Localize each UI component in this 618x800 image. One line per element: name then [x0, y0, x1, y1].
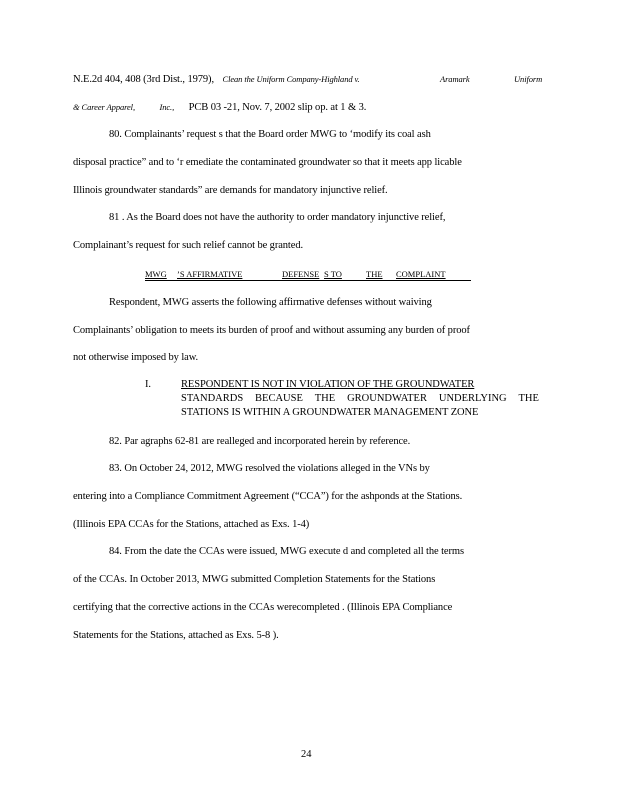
para-81-line-2: Complainant’s request for such relief cannot be granted.: [73, 240, 303, 251]
para-80-line-3: Illinois groundwater standards” are demands for mandatory injunctive relief.: [73, 185, 388, 196]
para-83-line-2: entering into a Compliance Commitment Agreement (“CCA”) for the ashponds at the Stations.: [73, 491, 463, 502]
heading-affirmative: ’S AFFIRMATIVE: [177, 269, 243, 279]
page-number: 24: [301, 749, 312, 760]
citation-line-2: [73, 100, 366, 115]
citation-aramark: Aramark: [440, 74, 470, 84]
para-83-line-3: (Illinois EPA CCAs for the Stations, attached as Exs. 1-4): [73, 519, 310, 530]
citation-reporter: N.E.2d 404, 408 (3rd Dist., 1979),: [73, 74, 214, 85]
heading-s-to: S TO: [324, 269, 342, 279]
citation-line-1: [73, 72, 360, 87]
para-84-line-4: Statements for the Stations, attached as Exs. 5-8 ).: [73, 630, 279, 641]
heading-mwg: MWG: [145, 269, 167, 279]
heading-underline: [145, 280, 471, 281]
section-word: UNDERLYING: [438, 393, 507, 404]
para-83-line-1: 83. On October 24, 2012, MWG resolved the violations alleged in the VNs by: [109, 463, 430, 474]
para-80-line-1: 80. Complainants’ request s that the Board order MWG to ‘modify its coal ash: [109, 129, 431, 140]
section-word: GROUNDWATER: [347, 393, 427, 404]
section-word: STANDARDS: [181, 393, 244, 404]
para-84-line-1: 84. From the date the CCAs were issued, MWG execute d and completed all the terms: [109, 546, 464, 557]
section-line-3: STATIONS IS WITHIN A GROUNDWATER MANAGEMENT ZONE: [181, 407, 479, 418]
citation-pcb: PCB 03 -21, Nov. 7, 2002 slip op. at 1 & 3.: [188, 102, 367, 113]
intro-line-1: Respondent, MWG asserts the following affirmative defenses without waiving: [109, 297, 432, 308]
heading-defense: DEFENSE: [282, 269, 320, 279]
intro-line-2: Complainants’ obligation to meets its burden of proof and without assuming any burden of proof: [73, 325, 470, 336]
citation-career-apparel: & Career Apparel,: [73, 102, 135, 112]
section-number: I.: [145, 379, 151, 390]
section-word: THE: [518, 393, 539, 404]
para-80-line-2: disposal practice” and to ‘r emediate the contaminated groundwater so that it meets app licable: [73, 157, 462, 168]
heading-the: THE: [366, 269, 383, 279]
section-line-2: [181, 392, 539, 406]
section-word: BECAUSE: [255, 393, 303, 404]
heading-complaint: COMPLAINT: [396, 269, 446, 279]
citation-inc: Inc.,: [159, 102, 175, 112]
citation-uniform: Uniform: [514, 74, 543, 84]
para-84-line-2: of the CCAs. In October 2013, MWG submitted Completion Statements for the Stations: [73, 574, 436, 585]
intro-line-3: not otherwise imposed by law.: [73, 352, 199, 363]
para-82: 82. Par agraphs 62-81 are realleged and incorporated herein by reference.: [109, 436, 411, 447]
section-word: THE: [314, 393, 336, 404]
para-84-line-3: certifying that the corrective actions in the CCAs werecompleted . (Illinois EPA Compliance: [73, 602, 453, 613]
citation-case-name: Clean the Uniform Company-Highland v.: [222, 74, 360, 84]
para-81-line-1: 81 . As the Board does not have the authority to order mandatory injunctive relief,: [109, 212, 446, 223]
section-line-1: RESPONDENT IS NOT IN VIOLATION OF THE GROUNDWATER: [181, 379, 475, 390]
